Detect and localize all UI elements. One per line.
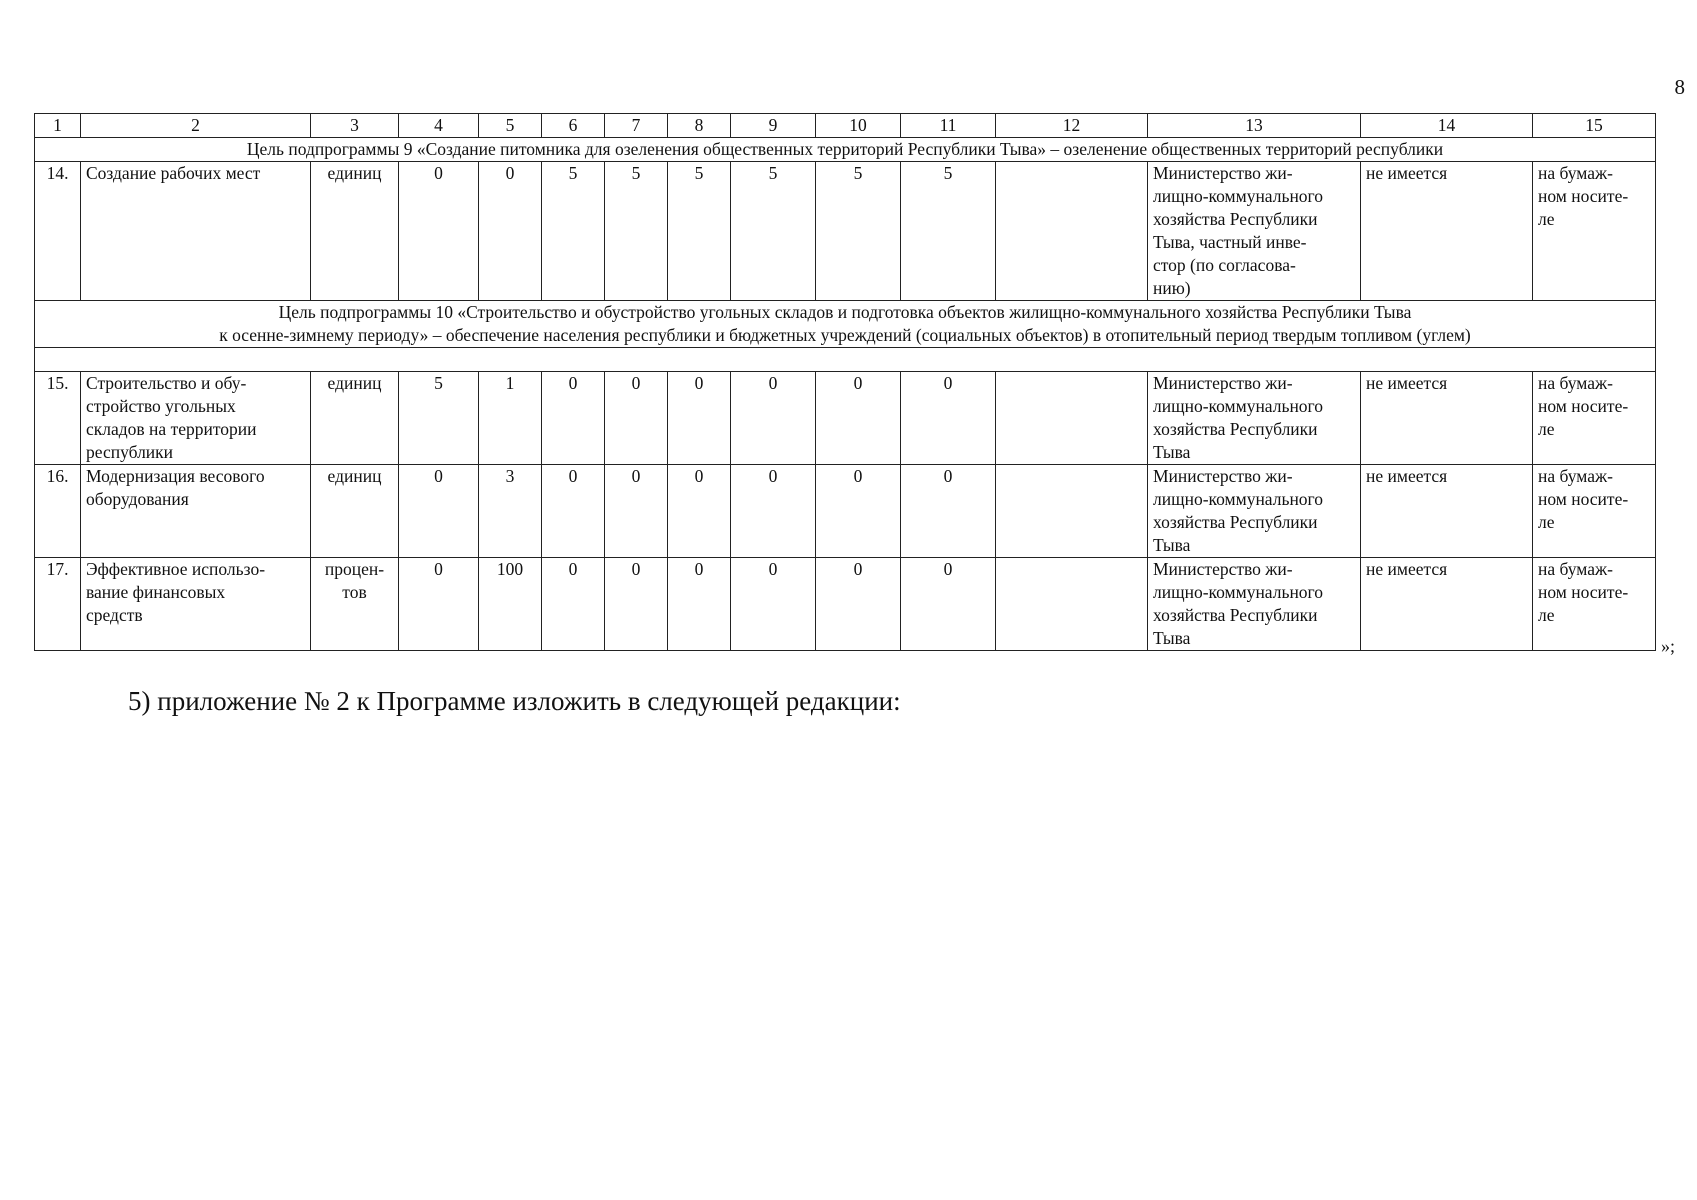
cell-line: Модернизация весового [86, 466, 265, 486]
value-cell: 0 [668, 372, 731, 465]
information-system-cell: не имеется [1361, 162, 1533, 301]
header-cell: 13 [1148, 114, 1361, 138]
value-cell: 5 [542, 162, 605, 301]
cell-line: нию) [1153, 278, 1191, 298]
header-cell: 11 [901, 114, 996, 138]
cell-line: лищно-коммунального [1153, 582, 1324, 602]
value-cell: 0 [816, 372, 901, 465]
value-cell: 0 [542, 372, 605, 465]
value-cell: 0 [399, 465, 479, 558]
column-number-row [35, 114, 1656, 138]
cell-line: тов [342, 582, 367, 602]
responsible-cell [1148, 465, 1361, 558]
col12-cell [996, 465, 1148, 558]
cell-line: Министерство жи- [1153, 559, 1293, 579]
cell-line: единиц [327, 373, 382, 393]
carrier-cell [1533, 162, 1656, 301]
value-cell: 0 [605, 465, 668, 558]
cell-line: ле [1538, 419, 1555, 439]
value-cell: 100 [479, 558, 542, 651]
unit-cell [311, 465, 399, 558]
cell-line: единиц [327, 163, 382, 183]
cell-line: Тыва [1153, 628, 1191, 648]
col12-cell [996, 162, 1148, 301]
header-cell: 4 [399, 114, 479, 138]
value-cell: 1 [479, 372, 542, 465]
value-cell: 0 [542, 558, 605, 651]
goal-row [35, 138, 1656, 162]
information-system-cell: не имеется [1361, 372, 1533, 465]
value-cell: 0 [542, 465, 605, 558]
value-cell: 0 [901, 372, 996, 465]
value-cell: 0 [731, 372, 816, 465]
cell-line: вание финансовых [86, 582, 226, 602]
cell-line: Министерство жи- [1153, 163, 1293, 183]
unit-cell [311, 372, 399, 465]
cell-line: Министерство жи- [1153, 466, 1293, 486]
cell-line: ле [1538, 512, 1555, 532]
row-number: 15. [35, 372, 81, 465]
header-cell: 7 [605, 114, 668, 138]
value-cell: 0 [668, 465, 731, 558]
cell-line: на бумаж- [1538, 466, 1613, 486]
header-cell: 15 [1533, 114, 1656, 138]
cell-line: Строительство и обу- [86, 373, 247, 393]
cell-line: стор (по согласова- [1153, 255, 1296, 275]
col12-cell [996, 372, 1148, 465]
responsible-cell [1148, 558, 1361, 651]
header-cell: 10 [816, 114, 901, 138]
cell-line: ном носите- [1538, 582, 1629, 602]
responsible-cell [1148, 372, 1361, 465]
value-cell: 0 [668, 558, 731, 651]
value-cell: 5 [901, 162, 996, 301]
col12-cell [996, 558, 1148, 651]
header-cell: 2 [81, 114, 311, 138]
cell-line: оборудования [86, 489, 189, 509]
empty-cell [35, 348, 1656, 372]
goal-row [35, 301, 1656, 348]
value-cell: 0 [816, 558, 901, 651]
value-cell: 0 [399, 558, 479, 651]
cell-line: складов на территории [86, 419, 257, 439]
cell-line: Министерство жи- [1153, 373, 1293, 393]
cell-line: Тыва [1153, 442, 1191, 462]
table-closing-quote: »; [1661, 636, 1676, 656]
cell-line: ном носите- [1538, 396, 1629, 416]
cell-line: Тыва [1153, 535, 1191, 555]
indicator-name [81, 162, 311, 301]
responsible-cell [1148, 162, 1361, 301]
cell-line: средств [86, 605, 143, 625]
value-cell: 0 [605, 372, 668, 465]
cell-line: ном носите- [1538, 489, 1629, 509]
cell-line: лищно-коммунального [1153, 489, 1324, 509]
goal-line: к осенне-зимнему периоду» – обеспечение населения республики и бюджетных учреждений (социальных объектов) в отопительный период твердым топливом (углем) [219, 325, 1471, 345]
value-cell: 5 [816, 162, 901, 301]
carrier-cell [1533, 465, 1656, 558]
header-cell: 5 [479, 114, 542, 138]
cell-line: процен- [324, 559, 385, 579]
table-row [35, 465, 1656, 558]
cell-line: лищно-коммунального [1153, 396, 1324, 416]
information-system-cell: не имеется [1361, 558, 1533, 651]
value-cell: 0 [901, 465, 996, 558]
cell-line: ле [1538, 605, 1555, 625]
cell-line: хозяйства Республики [1153, 209, 1318, 229]
page-number: 8 [1674, 75, 1685, 99]
cell-line: хозяйства Республики [1153, 512, 1318, 532]
goal-line: Цель подпрограммы 10 «Строительство и обустройство угольных складов и подготовка объектов жилищно-коммунального хозяйства Республики Тыва [278, 302, 1412, 322]
cell-line: хозяйства Республики [1153, 605, 1318, 625]
table-row [35, 558, 1656, 651]
header-cell: 1 [35, 114, 81, 138]
unit-cell [311, 162, 399, 301]
value-cell: 5 [399, 372, 479, 465]
table-row [35, 162, 1656, 301]
cell-line: единиц [327, 466, 382, 486]
information-system-cell: не имеется [1361, 465, 1533, 558]
value-cell: 0 [731, 465, 816, 558]
header-cell: 6 [542, 114, 605, 138]
value-cell: 0 [731, 558, 816, 651]
cell-line: на бумаж- [1538, 163, 1613, 183]
row-number: 14. [35, 162, 81, 301]
value-cell: 5 [605, 162, 668, 301]
header-cell: 3 [311, 114, 399, 138]
cell-line: на бумаж- [1538, 373, 1613, 393]
value-cell: 0 [399, 162, 479, 301]
header-cell: 14 [1361, 114, 1533, 138]
indicator-name [81, 558, 311, 651]
table-row [35, 372, 1656, 465]
indicator-name [81, 372, 311, 465]
value-cell: 5 [731, 162, 816, 301]
cell-line: ле [1538, 209, 1555, 229]
indicator-name [81, 465, 311, 558]
header-cell: 8 [668, 114, 731, 138]
cell-line: на бумаж- [1538, 559, 1613, 579]
carrier-cell [1533, 558, 1656, 651]
indicators-table [34, 113, 1656, 651]
header-cell: 12 [996, 114, 1148, 138]
cell-line: лищно-коммунального [1153, 186, 1324, 206]
cell-line: Тыва, частный инве- [1153, 232, 1307, 252]
cell-line: республики [86, 442, 174, 462]
header-cell: 9 [731, 114, 816, 138]
row-number: 17. [35, 558, 81, 651]
goal-subprogram-10 [35, 301, 1656, 348]
amendment-paragraph: 5) приложение № 2 к Программе изложить в следующей редакции: [128, 686, 901, 716]
cell-line: Создание рабочих мест [86, 163, 261, 183]
value-cell: 5 [668, 162, 731, 301]
cell-line: Эффективное использо- [86, 559, 266, 579]
row-number: 16. [35, 465, 81, 558]
value-cell: 3 [479, 465, 542, 558]
cell-line: стройство угольных [86, 396, 236, 416]
cell-line: хозяйства Республики [1153, 419, 1318, 439]
cell-line: ном носите- [1538, 186, 1629, 206]
value-cell: 0 [479, 162, 542, 301]
empty-row [35, 348, 1656, 372]
goal-subprogram-9: Цель подпрограммы 9 «Создание питомника для озеленения общественных территорий Республики Тыва» – озеленение общественных территорий республики [35, 138, 1656, 162]
value-cell: 0 [901, 558, 996, 651]
value-cell: 0 [605, 558, 668, 651]
unit-cell [311, 558, 399, 651]
value-cell: 0 [816, 465, 901, 558]
carrier-cell [1533, 372, 1656, 465]
